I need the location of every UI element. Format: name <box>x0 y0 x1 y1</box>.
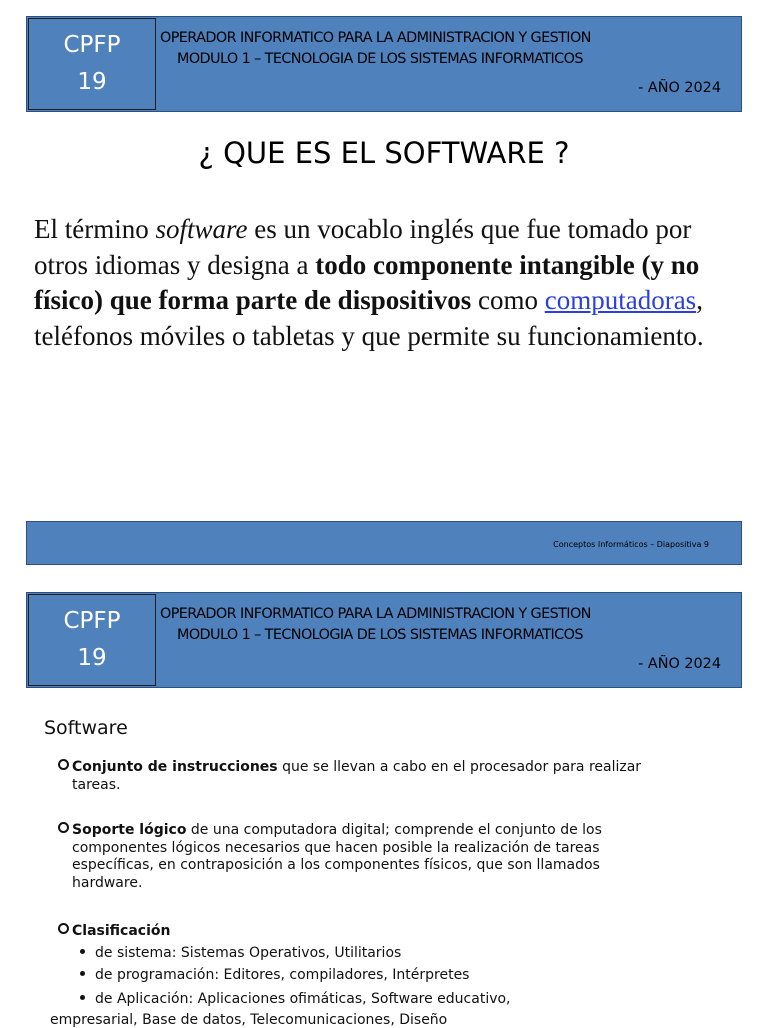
sub-bullet-icon <box>80 995 85 1000</box>
slide1-footer-bar <box>26 521 742 565</box>
logo-line1: CPFP <box>63 608 121 634</box>
sub-text: de programación: Editores, compiladores, Intérpretes <box>95 967 470 983</box>
sub-text: de Aplicación: Aplicaciones ofimáticas, Software educativo, <box>95 991 511 1007</box>
bullet-continuation: tareas. <box>72 776 121 793</box>
bullet-soporte-logico <box>58 822 728 892</box>
slide1-title: ¿ QUE ES EL SOFTWARE ? <box>198 136 570 170</box>
para-bold: todo componente intangible (y no físico) que forma parte de dispositivos <box>34 249 700 315</box>
logo-line2: 19 <box>77 645 107 671</box>
header-line1: OPERADOR INFORMATICO PARA LA ADMINISTRACION Y GESTION <box>160 30 591 46</box>
para-italic: software <box>155 214 248 244</box>
bullet-continuation: componentes lógicos necesarios que hacen posible la realización de tareas <box>72 839 600 856</box>
para-text-4: , teléfonos móviles o tabletas y que permite su funcionamiento. <box>34 285 704 351</box>
para-text-2: es un vocablo inglés que fue tomado por otros idiomas y designa a <box>34 214 692 280</box>
bullet-continuation: hardware. <box>72 874 143 891</box>
bullet-circle-icon <box>58 759 69 770</box>
sub-item-aplicacion <box>80 991 511 1008</box>
bullet-bold: Conjunto de instrucciones <box>72 759 278 775</box>
header-year: - AÑO 2024 <box>638 80 721 96</box>
header-line2: MODULO 1 – TECNOLOGIA DE LOS SISTEMAS INFORMATICOS <box>177 51 583 67</box>
sub-item-sistema <box>80 945 401 962</box>
bullet-instrucciones <box>58 759 728 794</box>
footer-text: Conceptos Informáticos – Diapositiva 9 <box>553 540 709 549</box>
sub-item-programacion <box>80 967 469 984</box>
slide1-logo-box <box>28 18 156 110</box>
slide2-logo-box <box>28 594 156 686</box>
header-year: - AÑO 2024 <box>638 656 721 672</box>
para-text-1: El término <box>34 214 156 244</box>
header-line1: OPERADOR INFORMATICO PARA LA ADMINISTRACION Y GESTION <box>160 606 591 622</box>
slide1-header <box>26 16 742 112</box>
slide2-header <box>26 592 742 688</box>
logo-line1: CPFP <box>63 32 121 58</box>
bullet-clasificacion <box>58 923 728 941</box>
bullet-circle-icon <box>58 822 69 833</box>
sub-bullet-icon <box>80 949 85 954</box>
bullet-text: de una computadora digital; comprende el conjunto de los <box>186 822 602 838</box>
bullet-bold: Soporte lógico <box>72 822 187 838</box>
sub-item-aplicacion-continuation: empresarial, Base de datos, Telecomunicaciones, Diseño <box>50 1012 448 1028</box>
bullet-circle-icon <box>58 923 69 934</box>
sub-bullet-icon <box>80 971 85 976</box>
slide1-paragraph <box>34 212 734 354</box>
bullet-bold: Clasificación <box>72 923 171 939</box>
header-line2: MODULO 1 – TECNOLOGIA DE LOS SISTEMAS INFORMATICOS <box>177 627 583 643</box>
bullet-text: que se llevan a cabo en el procesador para realizar <box>277 759 642 775</box>
computadoras-link[interactable]: computadoras <box>544 285 697 315</box>
para-text-3: como <box>471 285 545 315</box>
logo-line2: 19 <box>77 69 107 95</box>
bullet-continuation: específicas, en contraposición a los componentes físicos, que son llamados <box>72 857 600 873</box>
slide2-title: Software <box>44 717 128 739</box>
sub-text: de sistema: Sistemas Operativos, Utilitarios <box>95 945 402 961</box>
